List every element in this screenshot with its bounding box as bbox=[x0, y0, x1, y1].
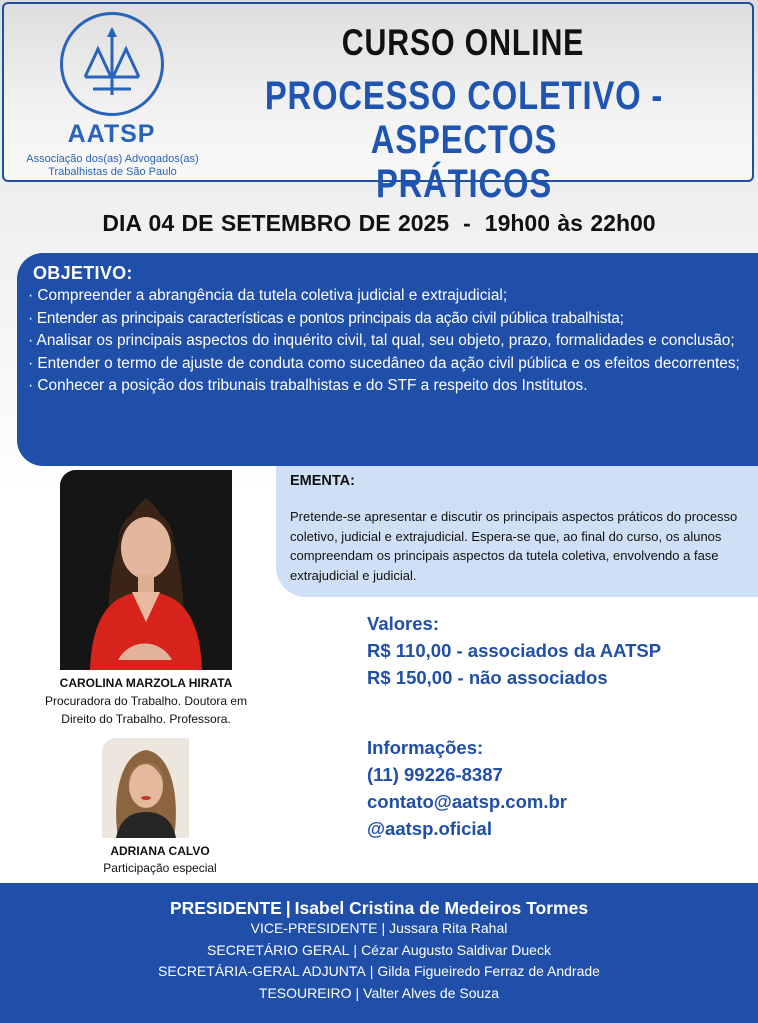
footer-divider: | bbox=[355, 984, 360, 1001]
objective-item: · Compreender a abrangência da tutela coletiva judicial e extrajudicial; bbox=[28, 287, 508, 304]
board-role: SECRETÁRIO GERAL bbox=[207, 941, 350, 958]
header-card bbox=[2, 2, 754, 206]
course-title-line1: PROCESSO COLETIVO - ASPECTOS bbox=[264, 74, 664, 162]
price-non-members: R$ 150,00 - não associados bbox=[367, 667, 608, 688]
objective-box bbox=[17, 253, 758, 466]
course-title-line2: PRÁTICOS bbox=[375, 162, 553, 206]
ementa-box bbox=[276, 466, 758, 597]
prices-title: Valores: bbox=[367, 613, 439, 634]
aatsp-logo bbox=[4, 4, 219, 184]
logo-name: AATSP bbox=[67, 120, 156, 148]
contact-phone[interactable]: (11) 99226-8387 bbox=[367, 764, 503, 785]
footer-divider: | bbox=[353, 941, 358, 958]
board-name: Valter Alves de Souza bbox=[363, 984, 500, 1001]
objective-item: · Analisar os principais aspectos do inquérito civil, tal qual, seu objeto, prazo, formalidades e conclusão; bbox=[28, 332, 735, 350]
speaker-photo-carolina bbox=[60, 470, 232, 670]
event-date-time bbox=[0, 210, 758, 237]
board-row bbox=[0, 961, 758, 983]
objective-title: OBJETIVO: bbox=[33, 263, 133, 283]
contact-title: Informações: bbox=[367, 737, 484, 758]
logo-subtitle-line1: Associação dos(as) Advogados(as) bbox=[26, 153, 199, 165]
speaker-role-adriana: Participação especial bbox=[103, 861, 217, 875]
objective-item: · Conhecer a posição dos tribunais trabalhistas e do STF a respeito dos Institutos. bbox=[28, 377, 588, 395]
date-separator: - bbox=[463, 210, 471, 236]
objective-item: · Entender o termo de ajuste de conduta como sucedâneo da ação civil pública e os efeitos decorrentes; bbox=[28, 354, 740, 372]
board-row bbox=[0, 918, 758, 940]
footer-divider: | bbox=[285, 898, 291, 918]
board-footer bbox=[0, 883, 758, 1023]
president-role: PRESIDENTE bbox=[169, 898, 282, 918]
speaker-role-line2: Direito do Trabalho. Professora. bbox=[61, 712, 231, 726]
board-row bbox=[0, 983, 758, 1005]
event-date: DIA 04 DE SETEMBRO DE 2025 bbox=[102, 210, 450, 236]
speaker-name-adriana-text: ADRIANA CALVO bbox=[110, 844, 210, 858]
course-title bbox=[251, 74, 677, 206]
ementa-title: EMENTA: bbox=[290, 473, 355, 489]
footer-divider: | bbox=[369, 963, 374, 979]
board-role: SECRETÁRIA-GERAL ADJUNTA bbox=[158, 963, 366, 979]
contact-social[interactable]: @aatsp.oficial bbox=[367, 818, 492, 839]
speaker-role-line1: Procuradora do Trabalho. Doutora em bbox=[44, 694, 248, 708]
board-row bbox=[0, 940, 758, 962]
ementa-text: Pretende-se apresentar e discutir os principais aspectos práticos do processo coletivo, judicial e extrajudicial. Espera-se que, ao final do curso, os alunos compreendam os principais aspectos da tutela coletiva, envolvendo a fase extrajudicial e judicial. bbox=[290, 509, 738, 583]
objective-list bbox=[28, 285, 758, 398]
speaker-name-adriana bbox=[40, 844, 280, 858]
board-name: Gilda Figueiredo Ferraz de Andrade bbox=[377, 963, 600, 979]
speaker-photo-adriana bbox=[102, 738, 189, 838]
board-name: Jussara Rita Rahal bbox=[389, 920, 508, 936]
contact-email[interactable]: contato@aatsp.com.br bbox=[367, 791, 567, 812]
logo-emblem-icon bbox=[60, 12, 164, 116]
board-role: TESOUREIRO bbox=[258, 984, 352, 1001]
president-line bbox=[0, 898, 758, 918]
footer-divider: | bbox=[381, 920, 386, 936]
prices-block bbox=[367, 610, 661, 691]
speaker-name-carolina: CAROLINA MARZOLA HIRATA bbox=[59, 676, 233, 690]
board-role: VICE-PRESIDENTE bbox=[250, 920, 378, 936]
price-members: R$ 110,00 - associados da AATSP bbox=[367, 640, 662, 661]
contact-block bbox=[367, 734, 567, 842]
course-type-title: CURSO ONLINE bbox=[341, 22, 585, 63]
board-name: Cézar Augusto Saldivar Dueck bbox=[361, 941, 551, 958]
logo-subtitle bbox=[10, 153, 215, 179]
event-time: 19h00 às 22h00 bbox=[484, 210, 656, 236]
speaker-role-carolina bbox=[20, 692, 272, 728]
objective-item: · Entender as principais características e pontos principais da ação civil pública trabalhista; bbox=[28, 309, 624, 327]
president-name: Isabel Cristina de Medeiros Tormes bbox=[294, 898, 589, 918]
logo-subtitle-line2: Trabalhistas de São Paulo bbox=[48, 166, 177, 178]
